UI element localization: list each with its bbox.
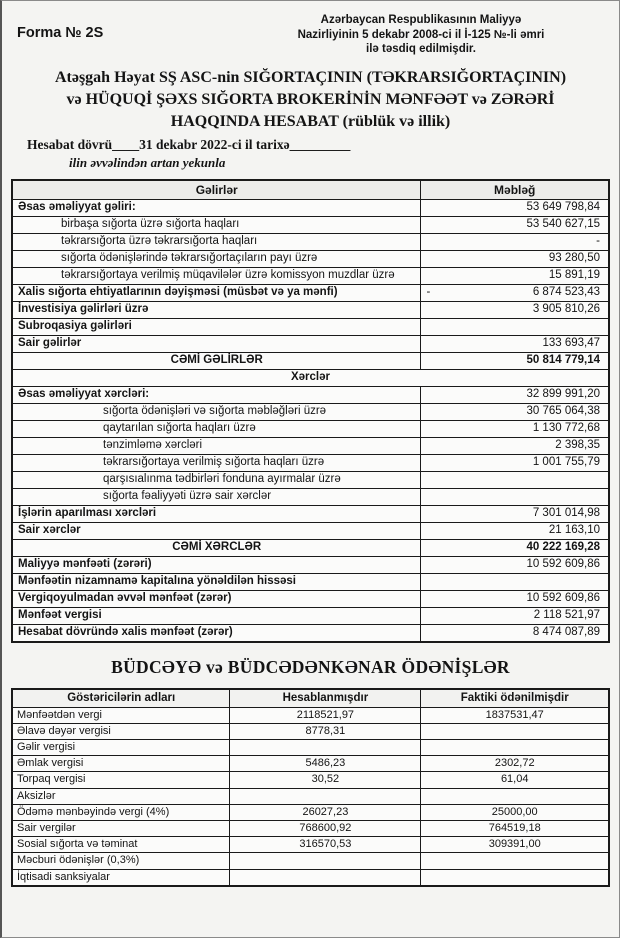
indicator-name: Məcburi ödənişlər (0,3%): [12, 853, 230, 869]
row-label: Sair xərclər: [12, 523, 421, 540]
income-table-row: [12, 319, 609, 336]
income-table-row: [12, 404, 609, 421]
row-label: İşlərin aparılması xərcləri: [12, 506, 421, 523]
paid-amount: [421, 869, 609, 886]
expenses-section-header: Xərclər: [12, 370, 609, 387]
accrued-amount: 5486,23: [230, 756, 421, 772]
income-table-row: [12, 523, 609, 540]
income-table-row: [12, 302, 609, 319]
income-table-row: [12, 557, 609, 574]
budget-table-body: [12, 707, 609, 886]
income-table-row: [12, 506, 609, 523]
row-amount: 2 118 521,97: [421, 608, 609, 625]
paid-amount: [421, 723, 609, 739]
approval-note: [236, 11, 606, 57]
approval-line-2: Nazirliyinin 5 dekabr 2008-ci il İ-125 №-li əmri: [297, 28, 545, 41]
report-title-line-3: HAQQINDA HESABAT (rüblük və illik): [170, 113, 451, 131]
accrued-amount: 316570,53: [230, 837, 421, 853]
paid-column-header: Faktiki ödənilmişdir: [421, 689, 609, 707]
row-amount: 10 592 609,86: [421, 591, 609, 608]
indicator-name: Əmlak vergisi: [12, 756, 230, 772]
row-label: Vergiqoyulmadan əvvəl mənfəət (zərər): [12, 591, 421, 608]
income-table-row: [12, 353, 609, 370]
paid-amount: 764519,18: [421, 821, 609, 837]
paid-amount: [421, 740, 609, 756]
accrued-amount: [230, 869, 421, 886]
row-amount: 15 891,19: [421, 268, 609, 285]
indicator-name: Torpaq vergisi: [12, 772, 230, 788]
row-amount: 2 398,35: [421, 438, 609, 455]
budget-table-row: [12, 723, 609, 739]
row-label: təkrarsığortaya verilmiş müqavilələr üzrə komissyon muzdlar üzrə: [12, 268, 421, 285]
row-amount: 40 222 169,28: [421, 540, 609, 557]
income-table-row: [12, 608, 609, 625]
row-amount: 8 474 087,89: [421, 625, 609, 642]
indicator-name: Mənfəətdən vergi: [12, 707, 230, 723]
row-amount: -: [421, 234, 609, 251]
indicator-name: Ödəmə mənbəyində vergi (4%): [12, 804, 230, 820]
income-table-row: [12, 336, 609, 353]
row-label: Əsas əməliyyat xərcləri:: [12, 387, 421, 404]
income-table-row: [12, 387, 609, 404]
income-table-body: [12, 200, 609, 642]
income-expense-table: [11, 179, 610, 643]
row-label: CƏMİ XƏRCLƏR: [12, 540, 421, 557]
indicator-name-column-header: Göstəricilərin adları: [12, 689, 230, 707]
row-amount: [421, 472, 609, 489]
paid-amount: [421, 853, 609, 869]
accrued-column-header: Hesablanmışdır: [230, 689, 421, 707]
indicator-name: Sair vergilər: [12, 821, 230, 837]
row-label: birbaşa sığorta üzrə sığorta haqları: [12, 217, 421, 234]
income-table-row: [12, 574, 609, 591]
budget-table-header-row: [12, 689, 609, 707]
row-amount: 30 765 064,38: [421, 404, 609, 421]
row-amount: - 6 874 523,43: [421, 285, 609, 302]
budget-table-row: [12, 756, 609, 772]
row-label: sığorta ödənişlərində təkrarsığortaçıların payı üzrə: [12, 251, 421, 268]
row-label: Xalis sığorta ehtiyatlarının dəyişməsi (müsbət və ya mənfi): [12, 285, 421, 302]
row-amount: 10 592 609,86: [421, 557, 609, 574]
report-title-line-2: və HÜQUQİ ŞƏXS SIĞORTA BROKERİNİN MƏNFƏƏT və ZƏRƏRİ: [66, 91, 555, 109]
paid-amount: 2302,72: [421, 756, 609, 772]
budget-table-row: [12, 837, 609, 853]
accrued-amount: [230, 740, 421, 756]
row-label: Əsas əməliyyat gəliri:: [12, 200, 421, 217]
row-label: təkrarsığortaya verilmiş sığorta haqları üzrə: [12, 455, 421, 472]
income-table-row: [12, 625, 609, 642]
income-table-row: [12, 251, 609, 268]
paid-amount: 61,04: [421, 772, 609, 788]
row-label: qarşısıalınma tədbirləri fonduna ayırmalar üzrə: [12, 472, 421, 489]
negative-sign: -: [426, 286, 431, 299]
income-table-row: [12, 234, 609, 251]
row-amount: 53 540 627,15: [421, 217, 609, 234]
paid-amount: 25000,00: [421, 804, 609, 820]
income-table-row: [12, 489, 609, 506]
budget-table-row: [12, 788, 609, 804]
row-label: sığorta ödənişləri və sığorta məbləğləri üzrə: [12, 404, 421, 421]
row-label: sığorta fəaliyyəti üzrə sair xərclər: [12, 489, 421, 506]
row-label: Mənfəətin nizamnamə kapitalına yönəldilən hissəsi: [12, 574, 421, 591]
indicator-name: Sosial sığorta və təminat: [12, 837, 230, 853]
report-subtitle: ilin əvvəlindən artan yekunla: [69, 155, 226, 171]
amount-column-header: Məbləğ: [421, 180, 609, 200]
form-number: Forma № 2S: [17, 25, 104, 41]
approval-line-3: ilə təsdiq edilmişdir.: [366, 43, 476, 56]
budget-table-row: [12, 772, 609, 788]
row-label: Subroqasiya gəlirləri: [12, 319, 421, 336]
row-amount: 21 163,10: [421, 523, 609, 540]
budget-table-row: [12, 853, 609, 869]
income-table-header-row: [12, 180, 609, 200]
paid-amount: [421, 788, 609, 804]
row-amount: 133 693,47: [421, 336, 609, 353]
budget-table-row: [12, 869, 609, 886]
report-period: Hesabat dövrü____31 dekabr 2022-ci il tarixə_________: [27, 137, 351, 153]
income-table-row: [12, 540, 609, 557]
row-amount: 93 280,50: [421, 251, 609, 268]
indicator-name: İqtisadi sanksiyalar: [12, 869, 230, 886]
row-amount: 50 814 779,14: [421, 353, 609, 370]
budget-table-row: [12, 707, 609, 723]
row-amount: 32 899 991,20: [421, 387, 609, 404]
income-table-row: [12, 455, 609, 472]
accrued-amount: [230, 788, 421, 804]
accrued-amount: 30,52: [230, 772, 421, 788]
accrued-amount: 768600,92: [230, 821, 421, 837]
income-table-row: [12, 285, 609, 302]
indicator-name: Aksizlər: [12, 788, 230, 804]
row-amount: 1 130 772,68: [421, 421, 609, 438]
row-label: Maliyyə mənfəəti (zərəri): [12, 557, 421, 574]
indicator-name: Əlavə dəyər vergisi: [12, 723, 230, 739]
row-label: İnvestisiya gəlirləri üzrə: [12, 302, 421, 319]
accrued-amount: 8778,31: [230, 723, 421, 739]
income-table-row: [12, 217, 609, 234]
row-amount: 1 001 755,79: [421, 455, 609, 472]
row-label: qaytarılan sığorta haqları üzrə: [12, 421, 421, 438]
income-table-row: [12, 591, 609, 608]
income-table-row: [12, 472, 609, 489]
paid-amount: 1837531,47: [421, 707, 609, 723]
row-label: Hesabat dövründə xalis mənfəət (zərər): [12, 625, 421, 642]
document-header: [11, 11, 610, 57]
row-amount: 3 905 810,26: [421, 302, 609, 319]
income-table-row: [12, 200, 609, 217]
row-amount: [421, 574, 609, 591]
paid-amount: 309391,00: [421, 837, 609, 853]
budget-table-row: [12, 821, 609, 837]
accrued-amount: [230, 853, 421, 869]
row-label: CƏMİ GƏLİRLƏR: [12, 353, 421, 370]
budget-table-row: [12, 740, 609, 756]
row-amount: 53 649 798,84: [421, 200, 609, 217]
budget-section-title: BÜDCƏYƏ və BÜDCƏDƏNKƏNAR ÖDƏNİŞLƏR: [111, 657, 510, 678]
report-title: [11, 67, 610, 133]
row-amount: [421, 319, 609, 336]
accrued-amount: 26027,23: [230, 804, 421, 820]
row-label: Mənfəət vergisi: [12, 608, 421, 625]
report-title-line-1: Atəşgah Həyat SŞ ASC-nin SIĞORTAÇININ (TƏKRARSIĞORTAÇININ): [54, 69, 567, 87]
accrued-amount: 2118521,97: [230, 707, 421, 723]
income-column-header: Gəlirlər: [12, 180, 421, 200]
budget-payments-table: [11, 688, 610, 887]
income-table-row: [12, 370, 609, 387]
income-table-row: [12, 421, 609, 438]
row-label: tənzimləmə xərcləri: [12, 438, 421, 455]
indicator-name: Gəlir vergisi: [12, 740, 230, 756]
row-amount: 7 301 014,98: [421, 506, 609, 523]
budget-table-row: [12, 804, 609, 820]
row-amount: [421, 489, 609, 506]
row-label: Sair gəlirlər: [12, 336, 421, 353]
income-table-row: [12, 268, 609, 285]
income-table-row: [12, 438, 609, 455]
row-label: təkrarsığorta üzrə təkrarsığorta haqları: [12, 234, 421, 251]
approval-line-1: Azərbaycan Respublikasının Maliyyə: [320, 14, 522, 26]
